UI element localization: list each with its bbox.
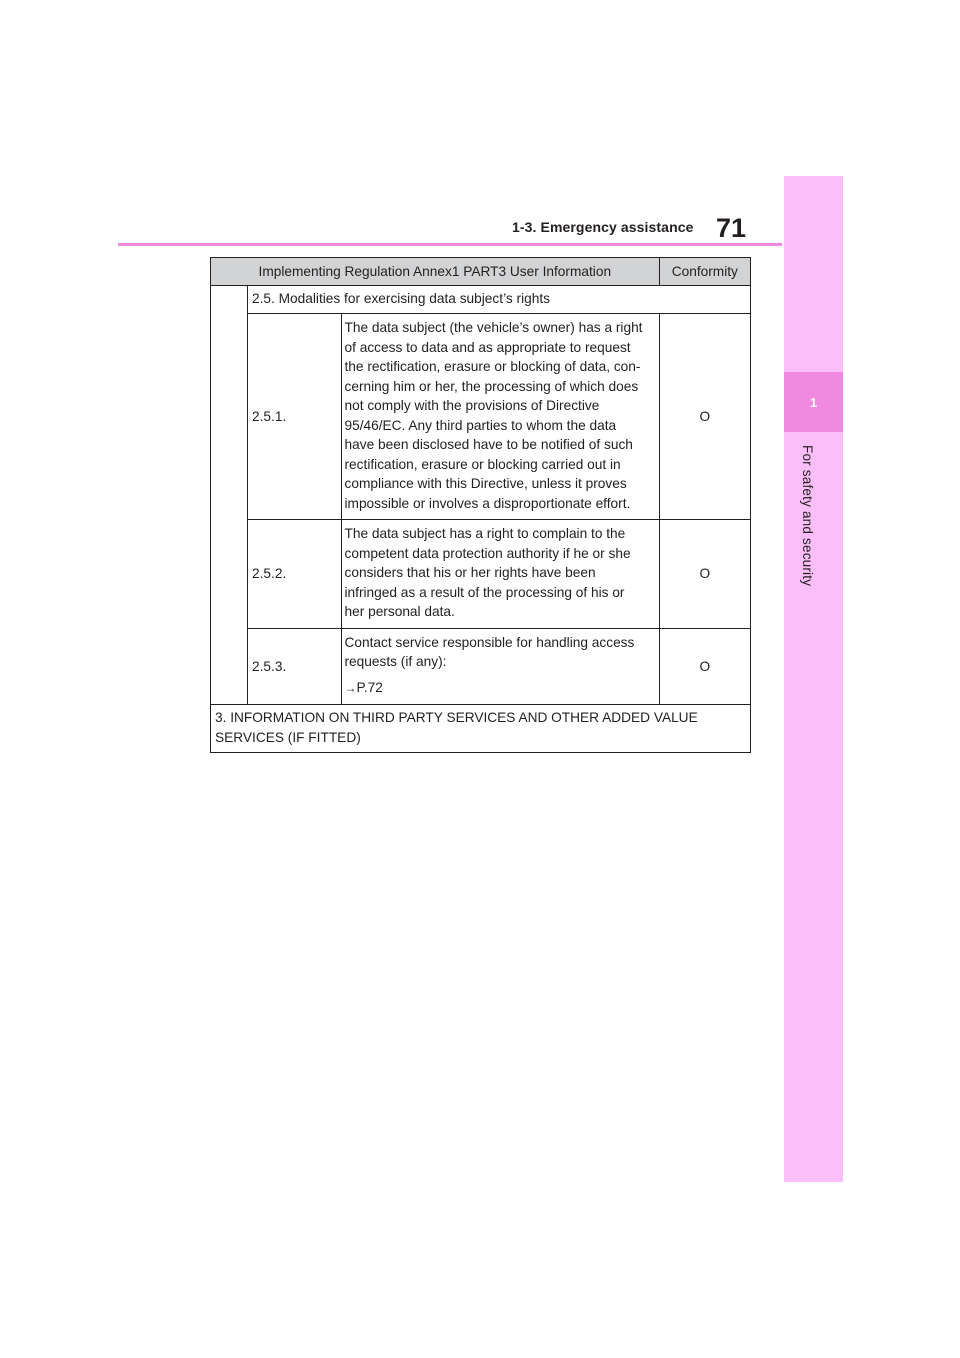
row-description xyxy=(341,628,659,705)
chapter-number-box: 1 xyxy=(784,372,843,432)
text-line: infringed as a result of the processing of his or xyxy=(344,584,625,600)
text-line: of access to data and as appropriate to request xyxy=(344,339,631,355)
header-cell-conformity: Conformity xyxy=(659,258,750,286)
chapter-side-tab xyxy=(784,176,843,1182)
table-row xyxy=(211,628,751,705)
page-reference-text: P.72 xyxy=(356,679,383,695)
text-line: requests (if any): xyxy=(344,654,447,669)
row-conformity: O xyxy=(659,520,750,629)
right-arrow-icon: → xyxy=(344,680,357,695)
text-line: the rectification, erasure or blocking of data, con- xyxy=(344,359,641,374)
indent-cell xyxy=(211,286,248,705)
text-line: cerning him or her, the processing of which does xyxy=(344,378,639,394)
row-description xyxy=(341,520,659,629)
text-line: 95/46/EC. Any third parties to whom the data xyxy=(344,417,617,433)
row-number: 2.5.3. xyxy=(248,628,342,705)
header-divider xyxy=(118,243,782,246)
text-line: rectification, erasure or blocking carried out in xyxy=(344,456,621,472)
page-number: 71 xyxy=(716,213,747,243)
user-information-table xyxy=(210,257,751,753)
page-reference xyxy=(345,678,657,699)
text-line: have been disclosed have to be notified of such xyxy=(344,437,633,452)
text-line: 3. INFORMATION ON THIRD PARTY SERVICES AND OTHER ADDED VALUE xyxy=(215,710,698,725)
table-row-footer xyxy=(211,705,751,753)
chapter-label: For safety and security xyxy=(800,445,815,587)
header-cell-main: Implementing Regulation Annex1 PART3 User Information xyxy=(211,258,660,286)
subheading-cell: 2.5. Modalities for exercising data subject’s rights xyxy=(248,286,751,314)
row-number: 2.5.2. xyxy=(248,520,342,629)
text-line: impossible or involves a disproportionate effort. xyxy=(344,495,631,511)
text-line: her personal data. xyxy=(344,604,455,619)
text-line: competent data protection authority if he or she xyxy=(344,545,631,561)
row-conformity: O xyxy=(659,628,750,705)
table-row-subheading xyxy=(211,286,751,314)
row-number: 2.5.1. xyxy=(248,314,342,520)
text-line: SERVICES (IF FITTED) xyxy=(215,729,361,745)
table-header-row xyxy=(211,258,751,286)
text-line: The data subject (the vehicle’s owner) has a right xyxy=(344,320,643,335)
text-line: Contact service responsible for handling access xyxy=(344,634,635,650)
table-row xyxy=(211,520,751,629)
row-conformity: O xyxy=(659,314,750,520)
section-title: 1-3. Emergency assistance xyxy=(512,219,694,235)
table-row xyxy=(211,314,751,520)
row-description xyxy=(341,314,659,520)
text-line: not comply with the provisions of Directive xyxy=(344,398,600,413)
footer-cell xyxy=(211,705,751,753)
text-line: The data subject has a right to complain to the xyxy=(344,526,626,541)
text-line: considers that his or her rights have been xyxy=(344,565,596,580)
text-line: compliance with this Directive, unless it proves xyxy=(344,476,627,491)
